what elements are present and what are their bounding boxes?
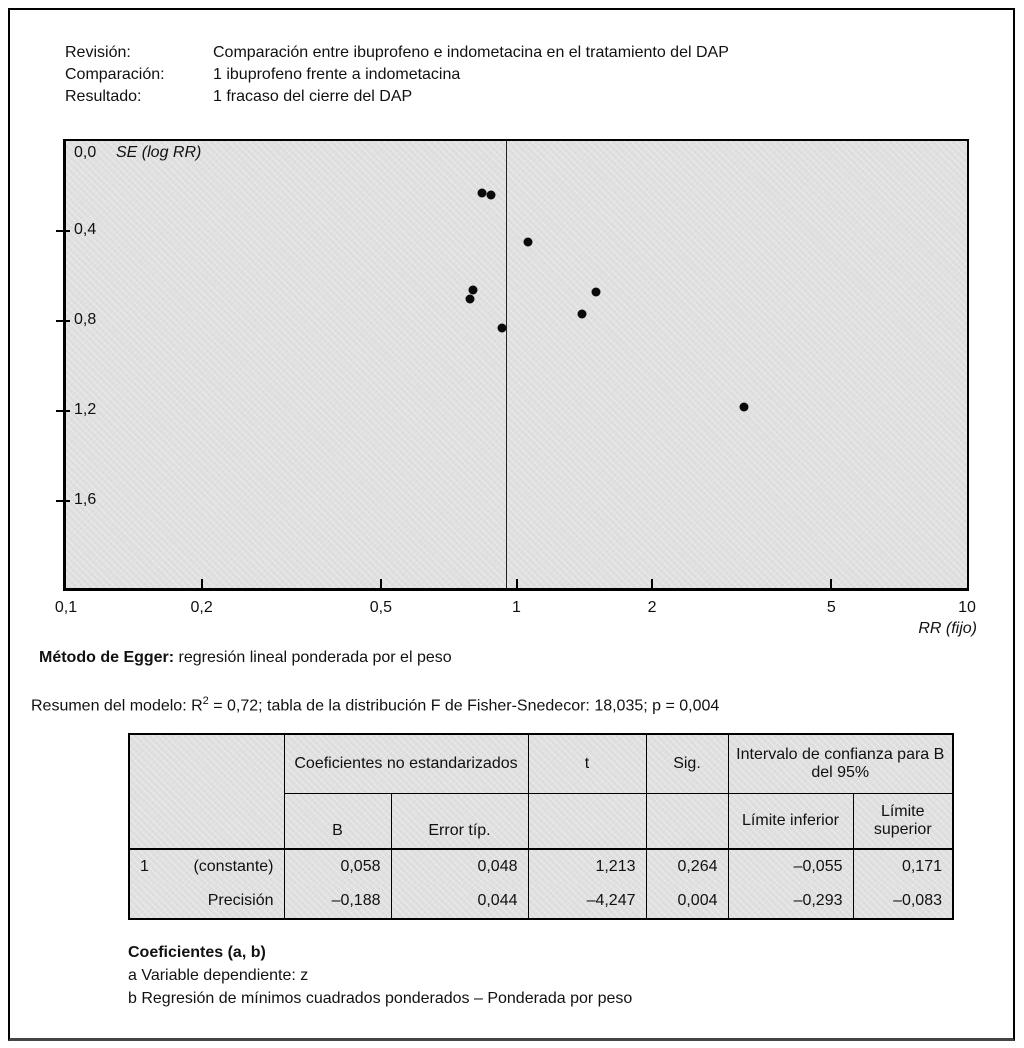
header-error-tip: Error típ. bbox=[391, 793, 528, 849]
y-tick-label: 1,6 bbox=[74, 491, 97, 509]
x-axis-tick-labels bbox=[54, 595, 976, 619]
header-sig-empty bbox=[646, 793, 728, 849]
x-tick bbox=[380, 579, 382, 588]
coefficients-table bbox=[128, 733, 954, 920]
x-tick-label: 0,2 bbox=[190, 599, 213, 616]
cell-sig: 0,004 bbox=[646, 884, 728, 919]
pooled-effect-line bbox=[506, 141, 507, 588]
y-tick bbox=[56, 320, 70, 322]
y-tick-label: 0,0 bbox=[74, 144, 97, 161]
header-t-empty bbox=[528, 793, 646, 849]
cell-upper: 0,171 bbox=[853, 849, 953, 884]
header-limite-inferior: Límite inferior bbox=[728, 793, 853, 849]
row-label-precision bbox=[129, 884, 284, 919]
y-axis-title: SE (log RR) bbox=[116, 144, 202, 161]
table-footnotes bbox=[128, 941, 632, 1010]
header-row-revision bbox=[65, 42, 729, 64]
resultado-label: Resultado: bbox=[65, 88, 142, 105]
funnel-plot bbox=[54, 139, 977, 649]
cell-lower: –0,055 bbox=[728, 849, 853, 884]
footnote-a: a Variable dependiente: z bbox=[128, 967, 309, 984]
header-coeficientes: Coeficientes no estandarizados bbox=[284, 734, 528, 793]
x-tick-label: 10 bbox=[958, 599, 976, 616]
row-label-constante bbox=[129, 849, 284, 884]
model-summary-prefix: Resumen del modelo: R bbox=[31, 697, 203, 715]
cell-sig: 0,264 bbox=[646, 849, 728, 884]
header-row-resultado bbox=[65, 86, 729, 108]
data-point bbox=[487, 191, 496, 200]
egger-method-label: Método de Egger: bbox=[39, 649, 175, 666]
cell-lower: –0,293 bbox=[728, 884, 853, 919]
x-tick bbox=[516, 579, 518, 588]
review-header bbox=[65, 42, 729, 108]
y-tick-label: 1,2 bbox=[74, 401, 97, 419]
footnote-title: Coeficientes (a, b) bbox=[128, 944, 266, 961]
x-tick bbox=[651, 579, 653, 588]
header-sig: Sig. bbox=[646, 734, 728, 793]
cell-t: –4,247 bbox=[528, 884, 646, 919]
x-tick-label: 1 bbox=[512, 599, 521, 616]
data-point bbox=[478, 188, 487, 197]
header-b: B bbox=[284, 793, 391, 849]
footnote-b: b Regresión de mínimos cuadrados ponderados – Ponderada por peso bbox=[128, 990, 633, 1007]
row-name: Precisión bbox=[207, 892, 274, 909]
data-point bbox=[740, 402, 749, 411]
data-point bbox=[523, 238, 532, 247]
comparacion-value: 1 ibuprofeno frente a indometacina bbox=[213, 66, 461, 83]
row-number: 1 bbox=[140, 858, 149, 875]
egger-method-line bbox=[39, 649, 452, 667]
row-name: (constante) bbox=[193, 858, 274, 875]
y-tick-label: 0,4 bbox=[74, 221, 97, 239]
data-point bbox=[591, 287, 600, 296]
plot-area bbox=[63, 139, 969, 591]
model-summary-superscript: 2 bbox=[202, 695, 209, 707]
table-row-constante bbox=[129, 849, 953, 884]
x-tick bbox=[201, 579, 203, 588]
table-corner-cell bbox=[129, 734, 284, 849]
x-tick-label: 2 bbox=[647, 599, 657, 616]
x-tick-label: 0,1 bbox=[54, 599, 78, 616]
x-axis-title: RR (fijo) bbox=[918, 620, 977, 637]
egger-method-text: regresión lineal ponderada por el peso bbox=[174, 649, 452, 666]
cell-upper: –0,083 bbox=[853, 884, 953, 919]
model-summary-line bbox=[31, 695, 719, 715]
y-tick-label: 0,8 bbox=[74, 311, 97, 329]
header-row-comparacion bbox=[65, 64, 729, 86]
cell-error: 0,044 bbox=[391, 884, 528, 919]
y-tick bbox=[56, 410, 70, 412]
header-intervalo: Intervalo de confianza para B del 95% bbox=[728, 734, 953, 793]
header-t: t bbox=[528, 734, 646, 793]
y-tick bbox=[56, 230, 70, 232]
header-limite-superior: Límite superior bbox=[853, 793, 953, 849]
model-summary-text: = 0,72; tabla de la distribución F de Fisher-Snedecor: 18,035; p = 0,004 bbox=[208, 697, 720, 715]
revision-value: Comparación entre ibuprofeno e indometacina en el tratamiento del DAP bbox=[213, 44, 729, 61]
comparacion-label: Comparación: bbox=[65, 66, 165, 83]
data-point bbox=[468, 285, 477, 294]
cell-t: 1,213 bbox=[528, 849, 646, 884]
resultado-value: 1 fracaso del cierre del DAP bbox=[213, 88, 413, 105]
data-point bbox=[466, 294, 475, 303]
data-point bbox=[498, 323, 507, 332]
revision-label: Revisión: bbox=[65, 44, 131, 61]
x-tick bbox=[830, 579, 832, 588]
x-tick-label: 5 bbox=[826, 599, 836, 616]
cell-b: –0,188 bbox=[284, 884, 391, 919]
data-point bbox=[578, 310, 587, 319]
x-tick-label: 0,5 bbox=[369, 599, 392, 616]
cell-error: 0,048 bbox=[391, 849, 528, 884]
y-tick bbox=[56, 500, 70, 502]
table-row-precision bbox=[129, 884, 953, 919]
cell-b: 0,058 bbox=[284, 849, 391, 884]
